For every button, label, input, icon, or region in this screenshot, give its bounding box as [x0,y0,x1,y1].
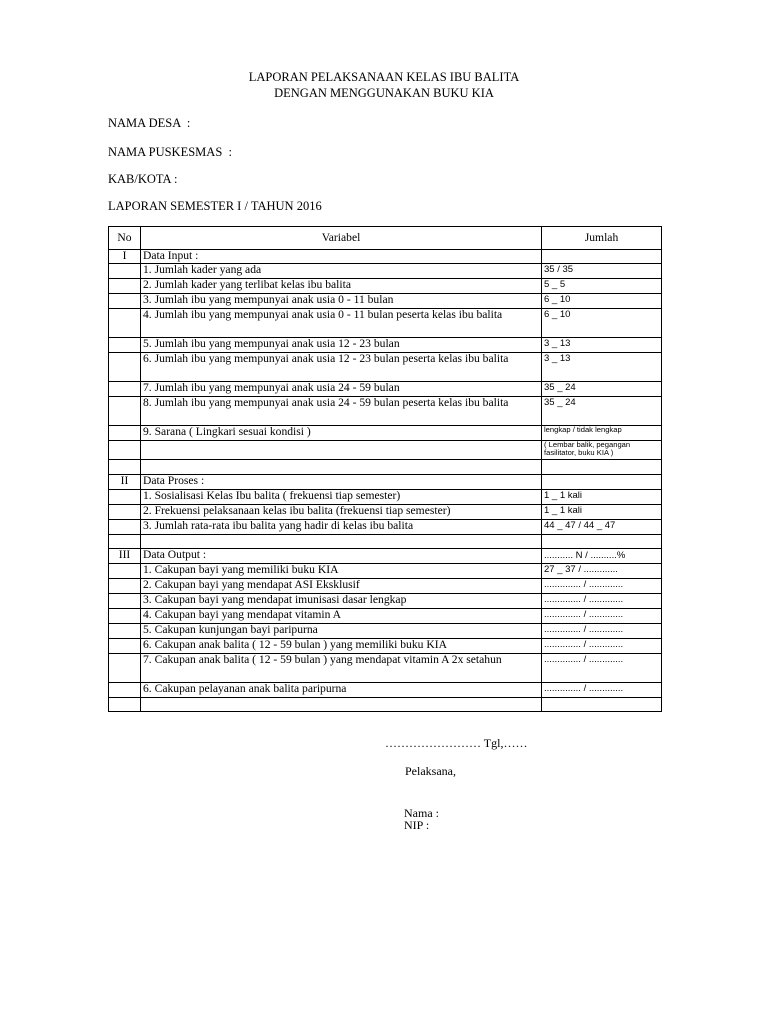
table-row [109,564,662,579]
row-no: III [109,549,141,564]
report-title-line1: LAPORAN PELAKSANAAN KELAS IBU BALITA [248,70,520,84]
row-jumlah: ........... N / ..........% [542,549,662,564]
row-variabel: 3. Jumlah ibu yang mempunyai anak usia 0 - 11 bulan [141,294,542,309]
row-jumlah: .............. / ............. [542,624,662,639]
row-no [109,624,141,639]
table-row [109,490,662,505]
row-no [109,579,141,594]
row-no [109,490,141,505]
kab-kota-label: KAB/KOTA : [108,172,178,186]
row-variabel: 4. Jumlah ibu yang mempunyai anak usia 0 - 11 bulan peserta kelas ibu balita [141,309,542,338]
nip-label: NIP : [404,818,430,832]
row-jumlah: 35 _ 24 [542,397,662,426]
table-row [109,382,662,397]
row-jumlah: 35 / 35 [542,264,662,279]
row-jumlah: 1 _ 1 kali [542,490,662,505]
table-row [109,505,662,520]
row-no: I [109,250,141,264]
row-jumlah: .............. / ............. [542,579,662,594]
row-no [109,564,141,579]
row-no [109,338,141,353]
table-row [109,475,662,490]
row-no [109,594,141,609]
table-row [109,338,662,353]
table-row [109,609,662,624]
row-jumlah: .............. / ............. [542,609,662,624]
row-variabel: 7. Cakupan anak balita ( 12 - 59 bulan ) yang mendapat vitamin A 2x setahun [141,654,542,683]
row-no [109,294,141,309]
row-variabel: 9. Sarana ( Lingkari sesuai kondisi ) [141,426,542,441]
row-no [109,535,141,549]
row-jumlah: 6 _ 10 [542,294,662,309]
row-no [109,609,141,624]
row-variabel: 6. Jumlah ibu yang mempunyai anak usia 12 - 23 bulan peserta kelas ibu balita [141,353,542,382]
row-variabel [141,460,542,475]
row-variabel [141,535,542,549]
table-row [109,654,662,683]
table-row [109,264,662,279]
row-no [109,639,141,654]
row-no [109,279,141,294]
row-no [109,654,141,683]
table-row [109,594,662,609]
row-jumlah: 5 _ 5 [542,279,662,294]
table-row [109,520,662,535]
row-no [109,505,141,520]
row-variabel: 5. Jumlah ibu yang mempunyai anak usia 12 - 23 bulan [141,338,542,353]
row-jumlah [542,698,662,712]
table-row [109,294,662,309]
row-no [109,397,141,426]
row-jumlah [542,250,662,264]
table-row [109,535,662,549]
header-no: No [109,227,141,250]
row-no [109,683,141,698]
row-variabel: 5. Cakupan kunjungan bayi paripurna [141,624,542,639]
row-jumlah: 3 _ 13 [542,353,662,382]
table-row [109,683,662,698]
row-jumlah: .............. / ............. [542,639,662,654]
row-jumlah: .............. / ............. [542,594,662,609]
row-no [109,353,141,382]
row-variabel: 3. Cakupan bayi yang mendapat imunisasi dasar lengkap [141,594,542,609]
pelaksana-label: Pelaksana, [405,764,456,778]
table-row [109,279,662,294]
header-jumlah: Jumlah [542,227,662,250]
table-row [109,639,662,654]
row-no: II [109,475,141,490]
row-jumlah: 44 _ 47 / 44 _ 47 [542,520,662,535]
nama-desa-label: NAMA DESA : [108,116,191,130]
table-row [109,460,662,475]
row-jumlah: 3 _ 13 [542,338,662,353]
row-variabel: Data Input : [141,250,542,264]
row-variabel: 1. Cakupan bayi yang memiliki buku KIA [141,564,542,579]
row-no [109,426,141,441]
row-no [109,309,141,338]
row-no [109,698,141,712]
date-line: …………………… Tgl,…… [385,736,528,750]
table-row [109,397,662,426]
row-variabel: 1. Jumlah kader yang ada [141,264,542,279]
row-no [109,460,141,475]
row-jumlah: .............. / ............. [542,654,662,683]
semester-label: LAPORAN SEMESTER I / TAHUN 2016 [108,199,322,213]
row-no [109,264,141,279]
row-no [109,520,141,535]
table-row [109,624,662,639]
row-jumlah: .............. / ............. [542,683,662,698]
row-variabel: Data Proses : [141,475,542,490]
row-jumlah: 6 _ 10 [542,309,662,338]
row-jumlah: 35 _ 24 [542,382,662,397]
table-row [109,579,662,594]
row-variabel: 2. Frekuensi pelaksanaan kelas ibu balita (frekuensi tiap semester) [141,505,542,520]
table-row [109,353,662,382]
row-variabel [141,441,542,460]
nama-label: Nama : [404,806,439,820]
row-variabel: 4. Cakupan bayi yang mendapat vitamin A [141,609,542,624]
row-jumlah: lengkap / tidak lengkap [542,426,662,441]
row-variabel [141,698,542,712]
row-no [109,441,141,460]
table-row [109,698,662,712]
row-jumlah [542,460,662,475]
row-jumlah [542,475,662,490]
report-title-line2: DENGAN MENGGUNAKAN BUKU KIA [274,86,494,100]
header-variabel: Variabel [141,227,542,250]
row-variabel: 1. Sosialisasi Kelas Ibu balita ( frekuensi tiap semester) [141,490,542,505]
nama-puskesmas-label: NAMA PUSKESMAS : [108,145,232,159]
row-no [109,382,141,397]
table-row [109,426,662,441]
row-variabel: 8. Jumlah ibu yang mempunyai anak usia 24 - 59 bulan peserta kelas ibu balita [141,397,542,426]
table-row [109,309,662,338]
row-variabel: 6. Cakupan anak balita ( 12 - 59 bulan ) yang memiliki buku KIA [141,639,542,654]
table-row [109,549,662,564]
row-variabel: 2. Jumlah kader yang terlibat kelas ibu balita [141,279,542,294]
row-variabel: Data Output : [141,549,542,564]
row-jumlah: ( Lembar balik, pegangan fasilitator, buku KIA ) [542,441,662,460]
row-jumlah [542,535,662,549]
row-variabel: 7. Jumlah ibu yang mempunyai anak usia 24 - 59 bulan [141,382,542,397]
row-variabel: 6. Cakupan pelayanan anak balita paripurna [141,683,542,698]
row-variabel: 2. Cakupan bayi yang mendapat ASI Eksklusif [141,579,542,594]
row-jumlah: 1 _ 1 kali [542,505,662,520]
report-table [108,226,662,712]
row-jumlah: 27 _ 37 / ............. [542,564,662,579]
table-row [109,250,662,264]
row-variabel: 3. Jumlah rata-rata ibu balita yang hadir di kelas ibu balita [141,520,542,535]
table-row [109,441,662,460]
table-header-row [109,227,662,250]
